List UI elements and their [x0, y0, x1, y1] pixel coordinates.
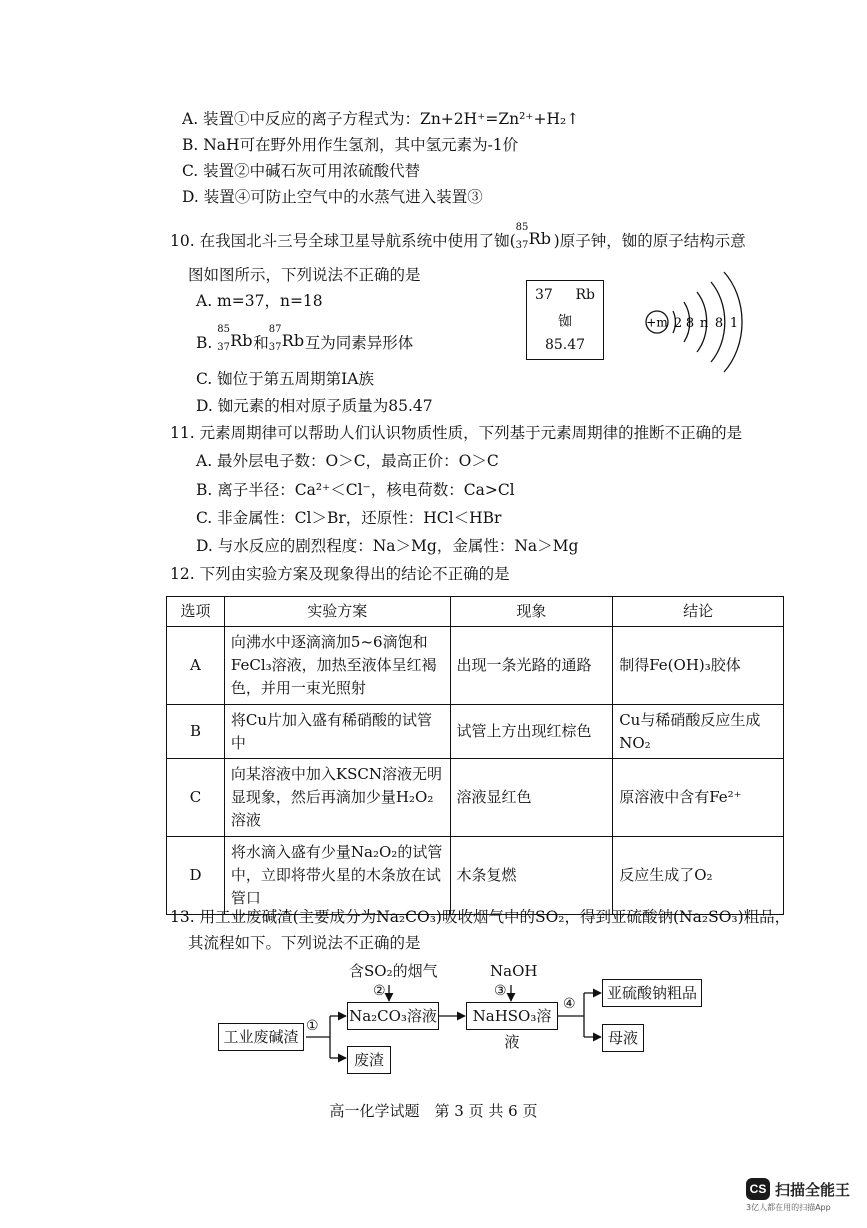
q10-option-a: A. m=37，n=18: [196, 292, 323, 310]
row-conclusion: 反应生成了O₂: [613, 837, 784, 915]
q11-option-d: D. 与水反应的剧烈程度：Na＞Mg，金属性：Na＞Mg: [196, 537, 579, 555]
flow-box-mother: 母液: [602, 1024, 644, 1052]
row-plan: 向沸水中逐滴滴加5~6滴饱和FeCl₃溶液，加热至液体呈红褐色，并用一束光照射: [224, 627, 450, 705]
table-header-row: [167, 597, 784, 627]
atom-structure-diagram: [640, 262, 755, 382]
row-phenomenon: 溶液显红色: [450, 759, 613, 837]
flow-step-1: ①: [306, 1018, 319, 1034]
q9-option-c: C. 装置②中碱石灰可用浓硫酸代替: [182, 162, 421, 180]
q11-option-b: B. 离子半径：Ca²⁺＜Cl⁻，核电荷数：Ca>Cl: [196, 481, 515, 499]
row-conclusion: Cu与稀硝酸反应生成NO₂: [613, 705, 784, 759]
flow-step-4: ④: [563, 996, 576, 1012]
row-conclusion: 制得Fe(OH)₃胶体: [613, 627, 784, 705]
shell-count-1: 2: [673, 316, 683, 331]
experiment-table: [166, 596, 784, 915]
nucleus-label: +m: [646, 315, 668, 330]
element-symbol: Rb: [575, 287, 595, 303]
header-conclusion: 结论: [613, 597, 784, 627]
table-row: [167, 705, 784, 759]
element-name: 铷: [558, 314, 572, 330]
atomic-mass: 85.47: [544, 337, 586, 353]
flow-label-gas: 含SO₂的烟气: [349, 962, 438, 980]
scanner-tagline: 3亿人都在用的扫描App: [746, 1203, 831, 1212]
row-option: B: [167, 705, 225, 759]
row-plan: 向某溶液中加入KSCN溶液无明显现象，然后再滴加少量H₂O₂溶液: [224, 759, 450, 837]
q11-stem: 11. 元素周期律可以帮助人们认识物质性质，下列基于元素周期律的推断不正确的是: [170, 424, 743, 442]
shell-count-4: 8: [714, 316, 724, 331]
shell-count-5: 1: [729, 316, 739, 331]
shell-count-3: n: [699, 316, 709, 331]
q11-option-a: A. 最外层电子数：O＞C，最高正价：O＞C: [196, 452, 499, 470]
q9-option-d: D. 装置④可防止空气中的水蒸气进入装置③: [182, 188, 483, 206]
row-phenomenon: 试管上方出现红棕色: [450, 705, 613, 759]
shell-count-2: 8: [685, 316, 695, 331]
q10-stem-pre: 10. 在我国北斗三号全球卫星导航系统中使用了铷(: [170, 232, 516, 250]
q9-option-b: B. NaH可在野外用作生氢剂，其中氢元素为-1价: [182, 136, 519, 154]
q10-option-d: D. 铷元素的相对原子质量为85.47: [196, 397, 433, 415]
row-option: A: [167, 627, 225, 705]
q12-stem: 12. 下列由实验方案及现象得出的结论不正确的是: [170, 565, 510, 583]
periodic-element-cell: [526, 280, 604, 360]
cs-logo-icon: CS: [746, 1178, 770, 1200]
row-phenomenon: 木条复燃: [450, 837, 613, 915]
flow-label-naoh: NaOH: [490, 962, 538, 980]
flow-step-3: ③: [494, 983, 507, 999]
row-phenomenon: 出现一条光路的通路: [450, 627, 613, 705]
scanner-watermark: [746, 1178, 850, 1213]
q10-stem-2: 图如图所示，下列说法不正确的是: [188, 266, 421, 284]
row-plan: 将Cu片加入盛有稀硝酸的试管中: [224, 705, 450, 759]
q13-stem-2: 其流程如下。下列说法不正确的是: [188, 934, 421, 952]
row-option: C: [167, 759, 225, 837]
table-row: [167, 759, 784, 837]
flow-box-nahso3: NaHSO₃溶液: [466, 1002, 558, 1030]
header-plan: 实验方案: [224, 597, 450, 627]
row-option: D: [167, 837, 225, 915]
q11-option-c: C. 非金属性：Cl＞Br，还原性：HCl＜HBr: [196, 509, 502, 527]
header-phenomenon: 现象: [450, 597, 613, 627]
q13-stem: 13. 用工业废碱渣(主要成分为Na₂CO₃)吸收烟气中的SO₂，得到亚硫酸钠(Na₂SO₃)粗品，: [170, 908, 791, 926]
header-option: 选项: [167, 597, 225, 627]
q10-option-c: C. 铷位于第五周期第IA族: [196, 370, 374, 388]
flow-step-2: ②: [373, 983, 386, 999]
rb85-isotope: 85 37 Rb: [515, 222, 551, 251]
row-conclusion: 原溶液中含有Fe²⁺: [613, 759, 784, 837]
q10-option-b: B. 85 37 Rb 和 87 37 Rb 互为同素异形体: [196, 324, 414, 353]
table-row: [167, 627, 784, 705]
flow-box-crude: 亚硫酸钠粗品: [602, 979, 702, 1007]
q10-stem: [170, 222, 746, 252]
row-plan: 将水滴入盛有少量Na₂O₂的试管中，立即将带火星的木条放在试管口: [224, 837, 450, 915]
table-row: [167, 837, 784, 915]
flow-box-residue: 废渣: [347, 1046, 391, 1074]
atomic-number: 37: [535, 287, 553, 303]
q10-stem-post: )原子钟，铷的原子结构示意: [553, 232, 746, 250]
q9-option-a: A. 装置①中反应的离子方程式为：Zn+2H⁺=Zn²⁺+H₂↑: [182, 110, 580, 128]
flow-box-na2co3: Na₂CO₃溶液: [347, 1002, 439, 1030]
page-footer: 高一化学试题 第 3 页 共 6 页: [329, 1102, 538, 1120]
scanner-brand: 扫描全能王: [775, 1180, 851, 1199]
flow-box-waste: 工业废碱渣: [218, 1023, 304, 1051]
